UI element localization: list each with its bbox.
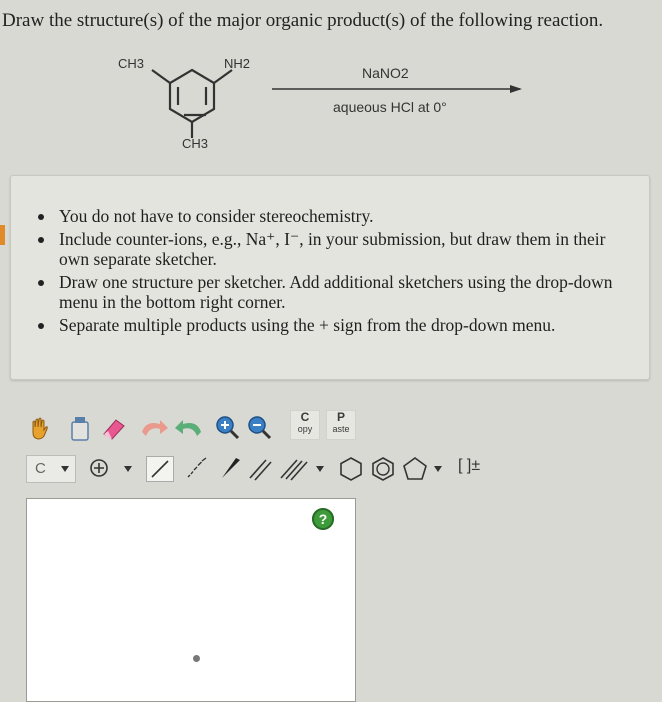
instruction-item: Draw one structure per sketcher. Add additional sketchers using the drop-down menu in the bottom right corner. — [59, 272, 639, 312]
paste-small: aste — [332, 424, 350, 434]
reaction-diagram — [0, 40, 662, 190]
double-bond-icon[interactable] — [246, 456, 274, 482]
triple-bond-icon[interactable] — [278, 456, 310, 482]
eraser-icon[interactable] — [100, 416, 128, 440]
side-marker — [0, 225, 5, 245]
cyclopentane-icon[interactable] — [402, 456, 428, 482]
benzene-ring — [152, 70, 232, 138]
single-bond-icon[interactable] — [146, 456, 174, 482]
chevron-down-icon[interactable] — [316, 466, 324, 472]
instructions-box — [10, 175, 650, 380]
instruction-item: Include counter-ions, e.g., Na⁺, I⁻, in your submission, but draw them in their own separate sketcher. — [59, 229, 639, 269]
zoom-in-icon[interactable] — [214, 414, 240, 440]
charge-plus-icon[interactable] — [88, 457, 110, 479]
reagent-top: NaNO2 — [362, 65, 409, 81]
reagent-bottom: aqueous HCl at 0° — [333, 99, 447, 115]
copy-small: opy — [297, 424, 313, 434]
cyclohexane-icon[interactable] — [338, 456, 364, 482]
sketcher-toolbar-top — [28, 410, 368, 446]
copy-big: C — [300, 410, 310, 424]
instruction-item: Separate multiple products using the + sign from the drop-down menu. — [59, 315, 639, 335]
paste-big: P — [336, 410, 345, 424]
instructions-list — [59, 206, 639, 338]
undo-icon[interactable] — [138, 418, 170, 440]
erase-all-icon[interactable] — [68, 414, 92, 442]
chevron-down-icon[interactable] — [434, 466, 442, 472]
question-prompt: Draw the structure(s) of the major organic product(s) of the following reaction. — [2, 10, 604, 31]
reaction-scheme — [0, 40, 662, 190]
cursor-dot — [193, 655, 200, 662]
arrow-head — [510, 85, 522, 93]
hand-icon[interactable] — [28, 416, 52, 440]
bracket-button[interactable]: [ ]± — [458, 457, 481, 474]
redo-icon[interactable] — [173, 418, 205, 440]
wedge-bond-icon[interactable] — [216, 456, 244, 482]
chevron-down-icon — [61, 466, 69, 472]
atom-selector[interactable] — [26, 455, 76, 483]
help-button[interactable]: ? — [312, 508, 334, 530]
chevron-down-icon[interactable] — [124, 466, 132, 472]
methyl-bottom-label: CH3 — [182, 136, 209, 151]
atom-selector-value: C — [35, 460, 46, 477]
instruction-item: You do not have to consider stereochemistry. — [59, 206, 639, 226]
benzene-icon[interactable] — [370, 456, 396, 482]
hashed-bond-icon[interactable] — [182, 456, 210, 482]
sketcher-toolbar-bottom — [26, 455, 506, 485]
sketcher-canvas[interactable] — [26, 498, 356, 702]
methyl-left-label: CH3 — [118, 56, 145, 71]
paste-button[interactable] — [326, 410, 356, 440]
copy-button[interactable] — [290, 410, 320, 440]
zoom-out-icon[interactable] — [246, 414, 272, 440]
amine-label: NH2 — [224, 56, 251, 71]
